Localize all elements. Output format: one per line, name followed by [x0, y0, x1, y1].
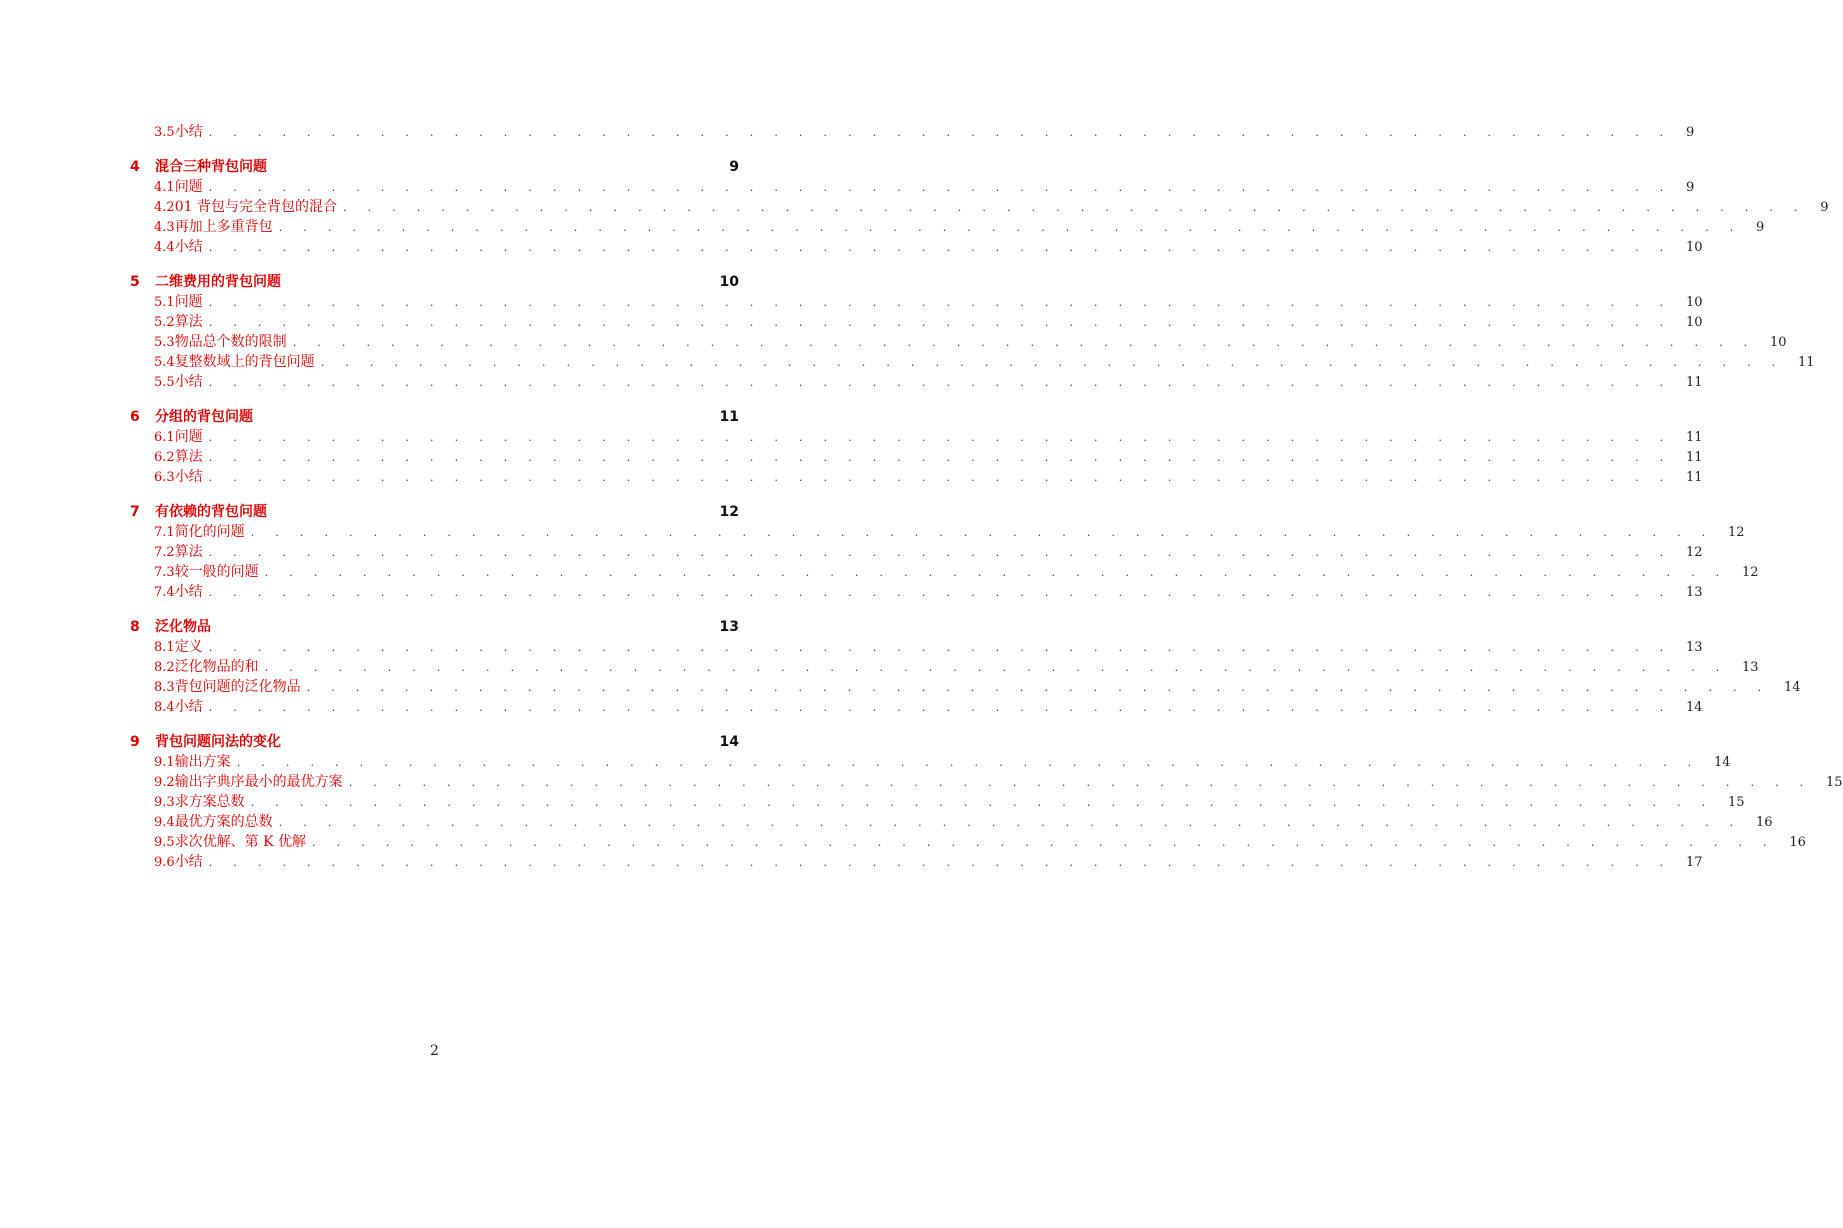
entry-page-number: 11: [1685, 430, 1703, 445]
toc-section: [130, 272, 1815, 392]
section-title: 二维费用的背包问题: [155, 274, 281, 290]
toc-entry[interactable]: [130, 332, 1787, 352]
toc-entry[interactable]: [130, 562, 1759, 582]
dot-leader: . . . . . . . . . . . . . . . . . . . . . . . . . . . . . . . . . . . . . . . . . . . . . . . . . . . . . . . . . . . .: [208, 126, 1672, 139]
dot-leader: . . . . . . . . . . . . . . . . . . . . . . . . . . . . . . . . . . . . . . . . . . . . . . . . . . . . . . . . . . . .: [278, 816, 1742, 829]
toc-entry[interactable]: [130, 237, 1703, 257]
toc-entry[interactable]: [130, 832, 1806, 852]
entry-page-number: 11: [1797, 355, 1815, 370]
entry-number: 6.1: [154, 430, 175, 445]
dot-leader: . . . . . . . . . . . . . . . . . . . . . . . . . . . . . . . . . . . . . . . . . . . . . . . . . . . . . . . . . . . .: [208, 471, 1672, 484]
entry-page-number: 12: [1741, 565, 1759, 580]
entry-number: 8.3: [154, 680, 175, 695]
toc-entry[interactable]: [130, 852, 1703, 872]
toc-entry[interactable]: [130, 122, 1695, 142]
entry-number: 7.1: [154, 525, 175, 540]
dot-leader: . . . . . . . . . . . . . . . . . . . . . . . . . . . . . . . . . . . . . . . . . . . . . . . . . . . . . . . . . . . .: [208, 451, 1672, 464]
toc-entry[interactable]: [130, 292, 1703, 312]
dot-leader: . . . . . . . . . . . . . . . . . . . . . . . . . . . . . . . . . . . . . . . . . . . . . . . . . . . . . . . . . . . .: [348, 776, 1812, 789]
section-number: 8: [130, 619, 140, 635]
dot-leader: . . . . . . . . . . . . . . . . . . . . . . . . . . . . . . . . . . . . . . . . . . . . . . . . . . . . . . . . . . . .: [342, 201, 1807, 214]
toc-entry[interactable]: [130, 197, 1829, 217]
dot-leader: . . . . . . . . . . . . . . . . . . . . . . . . . . . . . . . . . . . . . . . . . . . . . . . . . . . . . . . . . . . .: [278, 221, 1742, 234]
entry-page-number: 15: [1727, 795, 1745, 810]
entry-page-number: 10: [1769, 335, 1787, 350]
dot-leader: . . . . . . . . . . . . . . . . . . . . . . . . . . . . . . . . . . . . . . . . . . . . . . . . . . . . . . . . . . . .: [208, 376, 1672, 389]
entry-page-number: 10: [1685, 315, 1703, 330]
toc-entry[interactable]: [130, 752, 1731, 772]
entry-number: 7.3: [154, 565, 175, 580]
toc-entry[interactable]: [130, 522, 1745, 542]
section-page-number: 9: [729, 159, 739, 175]
toc-section-heading[interactable]: [130, 272, 739, 292]
dot-leader: . . . . . . . . . . . . . . . . . . . . . . . . . . . . . . . . . . . . . . . . . . . . . . . . . . . . . . . . . . . .: [208, 641, 1672, 654]
entry-page-number: 9: [1685, 125, 1695, 140]
section-page-number: 14: [719, 734, 739, 750]
entry-title: 输出方案: [174, 754, 231, 770]
entry-page-number: 17: [1685, 855, 1703, 870]
entry-number: 4.4: [154, 240, 175, 255]
entry-number: 9.4: [154, 815, 175, 830]
entry-title: 算法: [174, 544, 203, 560]
entry-number: 8.2: [154, 660, 175, 675]
entry-title: 算法: [174, 314, 203, 330]
entry-number: 4.3: [154, 220, 175, 235]
entry-number: 4.2: [154, 200, 175, 215]
toc-entry[interactable]: [130, 582, 1703, 602]
toc-section-heading[interactable]: [130, 407, 739, 427]
toc-entry[interactable]: [130, 542, 1703, 562]
entry-page-number: 9: [1755, 220, 1765, 235]
toc-entry[interactable]: [130, 217, 1765, 237]
entry-title: 较一般的问题: [174, 564, 259, 580]
page-number: 2: [430, 1043, 439, 1059]
entry-page-number: 9: [1685, 180, 1695, 195]
entry-title: 求次优解、第 K 优解: [174, 834, 307, 850]
section-title: 混合三种背包问题: [155, 159, 267, 175]
toc-entry[interactable]: [130, 657, 1759, 677]
entry-number: 9.1: [154, 755, 175, 770]
entry-title: 定义: [174, 639, 203, 655]
toc-entry[interactable]: [130, 372, 1703, 392]
entry-page-number: 14: [1713, 755, 1731, 770]
entry-number: 7.4: [154, 585, 175, 600]
entry-number: 5.4: [154, 355, 175, 370]
entry-page-number: 11: [1685, 450, 1703, 465]
section-title: 有依赖的背包问题: [155, 504, 267, 520]
dot-leader: . . . . . . . . . . . . . . . . . . . . . . . . . . . . . . . . . . . . . . . . . . . . . . . . . . . . . . . . . . . .: [208, 296, 1672, 309]
entry-number: 9.6: [154, 855, 175, 870]
toc-entry[interactable]: [130, 637, 1703, 657]
section-title: 分组的背包问题: [155, 409, 253, 425]
entry-page-number: 11: [1685, 375, 1703, 390]
toc-entry[interactable]: [130, 772, 1843, 792]
entry-number: 6.3: [154, 470, 175, 485]
entry-page-number: 12: [1685, 545, 1703, 560]
entry-number: 9.2: [154, 775, 175, 790]
entry-page-number: 13: [1685, 640, 1703, 655]
toc-entry[interactable]: [130, 467, 1703, 487]
section-title: 泛化物品: [155, 619, 211, 635]
section-number: 7: [130, 504, 140, 520]
entry-title: 小结: [174, 124, 203, 140]
entry-title: 01 背包与完全背包的混合: [174, 199, 337, 215]
toc-section-heading[interactable]: [130, 617, 739, 637]
entry-page-number: 13: [1685, 585, 1703, 600]
toc-section-heading[interactable]: [130, 502, 739, 522]
entry-number: 8.4: [154, 700, 175, 715]
entry-title: 小结: [174, 854, 203, 870]
entry-title: 背包问题的泛化物品: [174, 679, 301, 695]
dot-leader: . . . . . . . . . . . . . . . . . . . . . . . . . . . . . . . . . . . . . . . . . . . . . . . . . . . . . . . . . . . .: [208, 701, 1672, 714]
toc-entry[interactable]: [130, 677, 1801, 697]
section-page-number: 11: [719, 409, 739, 425]
section-number: 9: [130, 734, 140, 750]
toc-section-heading[interactable]: [130, 157, 739, 177]
section-page-number: 10: [719, 274, 739, 290]
entry-page-number: 9: [1820, 200, 1829, 215]
toc-section: [130, 617, 1801, 717]
section-page-number: 12: [719, 504, 739, 520]
toc-entry[interactable]: [130, 177, 1695, 197]
entry-title: 输出字典序最小的最优方案: [174, 774, 343, 790]
toc-section: [130, 157, 1829, 257]
section-number: 6: [130, 409, 140, 425]
dot-leader: . . . . . . . . . . . . . . . . . . . . . . . . . . . . . . . . . . . . . . . . . . . . . . . . . . . . . . . . . . . .: [264, 661, 1728, 674]
entry-title: 物品总个数的限制: [174, 334, 287, 350]
toc-entry[interactable]: [130, 427, 1703, 447]
entry-number: 5.1: [154, 295, 175, 310]
dot-leader: . . . . . . . . . . . . . . . . . . . . . . . . . . . . . . . . . . . . . . . . . . . . . . . . . . . . . . . . . . . .: [292, 336, 1756, 349]
entry-number: 7.2: [154, 545, 175, 560]
entry-page-number: 11: [1685, 470, 1703, 485]
entry-page-number: 12: [1727, 525, 1745, 540]
entry-number: 9.3: [154, 795, 175, 810]
dot-leader: . . . . . . . . . . . . . . . . . . . . . . . . . . . . . . . . . . . . . . . . . . . . . . . . . . . . . . . . . . . .: [250, 796, 1714, 809]
entry-number: 5.2: [154, 315, 175, 330]
dot-leader: . . . . . . . . . . . . . . . . . . . . . . . . . . . . . . . . . . . . . . . . . . . . . . . . . . . . . . . . . . . .: [208, 586, 1672, 599]
dot-leader: . . . . . . . . . . . . . . . . . . . . . . . . . . . . . . . . . . . . . . . . . . . . . . . . . . . . . . . . . . . .: [236, 756, 1700, 769]
section-number: 5: [130, 274, 140, 290]
entry-page-number: 14: [1685, 700, 1703, 715]
entry-page-number: 10: [1685, 240, 1703, 255]
dot-leader: . . . . . . . . . . . . . . . . . . . . . . . . . . . . . . . . . . . . . . . . . . . . . . . . . . . . . . . . . . . .: [208, 316, 1672, 329]
dot-leader: . . . . . . . . . . . . . . . . . . . . . . . . . . . . . . . . . . . . . . . . . . . . . . . . . . . . . . . . . . . .: [306, 681, 1770, 694]
entry-title: 泛化物品的和: [174, 659, 259, 675]
entry-title: 算法: [174, 449, 203, 465]
toc-section: [130, 732, 1843, 872]
dot-leader: . . . . . . . . . . . . . . . . . . . . . . . . . . . . . . . . . . . . . . . . . . . . . . . . . . . . . . . . . . . .: [208, 856, 1672, 869]
dot-leader: . . . . . . . . . . . . . . . . . . . . . . . . . . . . . . . . . . . . . . . . . . . . . . . . . . . . . . . . . . . .: [320, 356, 1784, 369]
entry-title: 小结: [174, 584, 203, 600]
dot-leader: . . . . . . . . . . . . . . . . . . . . . . . . . . . . . . . . . . . . . . . . . . . . . . . . . . . . . . . . . . . .: [208, 431, 1672, 444]
section-page-number: 13: [719, 619, 739, 635]
entry-number: 3.5: [154, 125, 175, 140]
entry-page-number: 13: [1741, 660, 1759, 675]
section-number: 4: [130, 159, 140, 175]
entry-title: 问题: [174, 294, 203, 310]
toc-entry[interactable]: [130, 697, 1703, 717]
entry-title: 简化的问题: [174, 524, 245, 540]
dot-leader: . . . . . . . . . . . . . . . . . . . . . . . . . . . . . . . . . . . . . . . . . . . . . . . . . . . . . . . . . . . .: [250, 526, 1714, 539]
section-title: 背包问题问法的变化: [155, 734, 281, 750]
dot-leader: . . . . . . . . . . . . . . . . . . . . . . . . . . . . . . . . . . . . . . . . . . . . . . . . . . . . . . . . . . . .: [208, 241, 1672, 254]
entry-title: 小结: [174, 469, 203, 485]
toc-entry[interactable]: [130, 812, 1773, 832]
toc-entry[interactable]: [130, 447, 1703, 467]
dot-leader: . . . . . . . . . . . . . . . . . . . . . . . . . . . . . . . . . . . . . . . . . . . . . . . . . . . . . . . . . . . .: [208, 546, 1672, 559]
entry-number: 5.5: [154, 375, 175, 390]
entry-title: 求方案总数: [174, 794, 245, 810]
entry-page-number: 10: [1685, 295, 1703, 310]
entry-title: 问题: [174, 179, 203, 195]
toc-section: [130, 502, 1759, 602]
toc-entry[interactable]: [130, 312, 1703, 332]
dot-leader: . . . . . . . . . . . . . . . . . . . . . . . . . . . . . . . . . . . . . . . . . . . . . . . . . . . . . . . . . . . .: [312, 836, 1776, 849]
entry-title: 问题: [174, 429, 203, 445]
entry-title: 最优方案的总数: [174, 814, 273, 830]
entry-page-number: 16: [1755, 815, 1773, 830]
entry-page-number: 15: [1825, 775, 1843, 790]
entry-page-number: 16: [1789, 835, 1806, 850]
entry-title: 再加上多重背包: [174, 219, 273, 235]
entry-number: 4.1: [154, 180, 175, 195]
entry-title: 复整数域上的背包问题: [174, 354, 315, 370]
entry-number: 8.1: [154, 640, 175, 655]
entry-number: 5.3: [154, 335, 175, 350]
toc-entry[interactable]: [130, 352, 1815, 372]
toc-section: [130, 122, 1695, 142]
entry-title: 小结: [174, 374, 203, 390]
dot-leader: . . . . . . . . . . . . . . . . . . . . . . . . . . . . . . . . . . . . . . . . . . . . . . . . . . . . . . . . . . . .: [208, 181, 1672, 194]
entry-page-number: 14: [1783, 680, 1801, 695]
toc-entry[interactable]: [130, 792, 1745, 812]
dot-leader: . . . . . . . . . . . . . . . . . . . . . . . . . . . . . . . . . . . . . . . . . . . . . . . . . . . . . . . . . . . .: [264, 566, 1728, 579]
entry-number: 9.5: [154, 835, 175, 850]
entry-title: 小结: [174, 239, 203, 255]
toc-section-heading[interactable]: [130, 732, 739, 752]
table-of-contents: [130, 122, 1843, 887]
entry-number: 6.2: [154, 450, 175, 465]
toc-section: [130, 407, 1703, 487]
entry-title: 小结: [174, 699, 203, 715]
